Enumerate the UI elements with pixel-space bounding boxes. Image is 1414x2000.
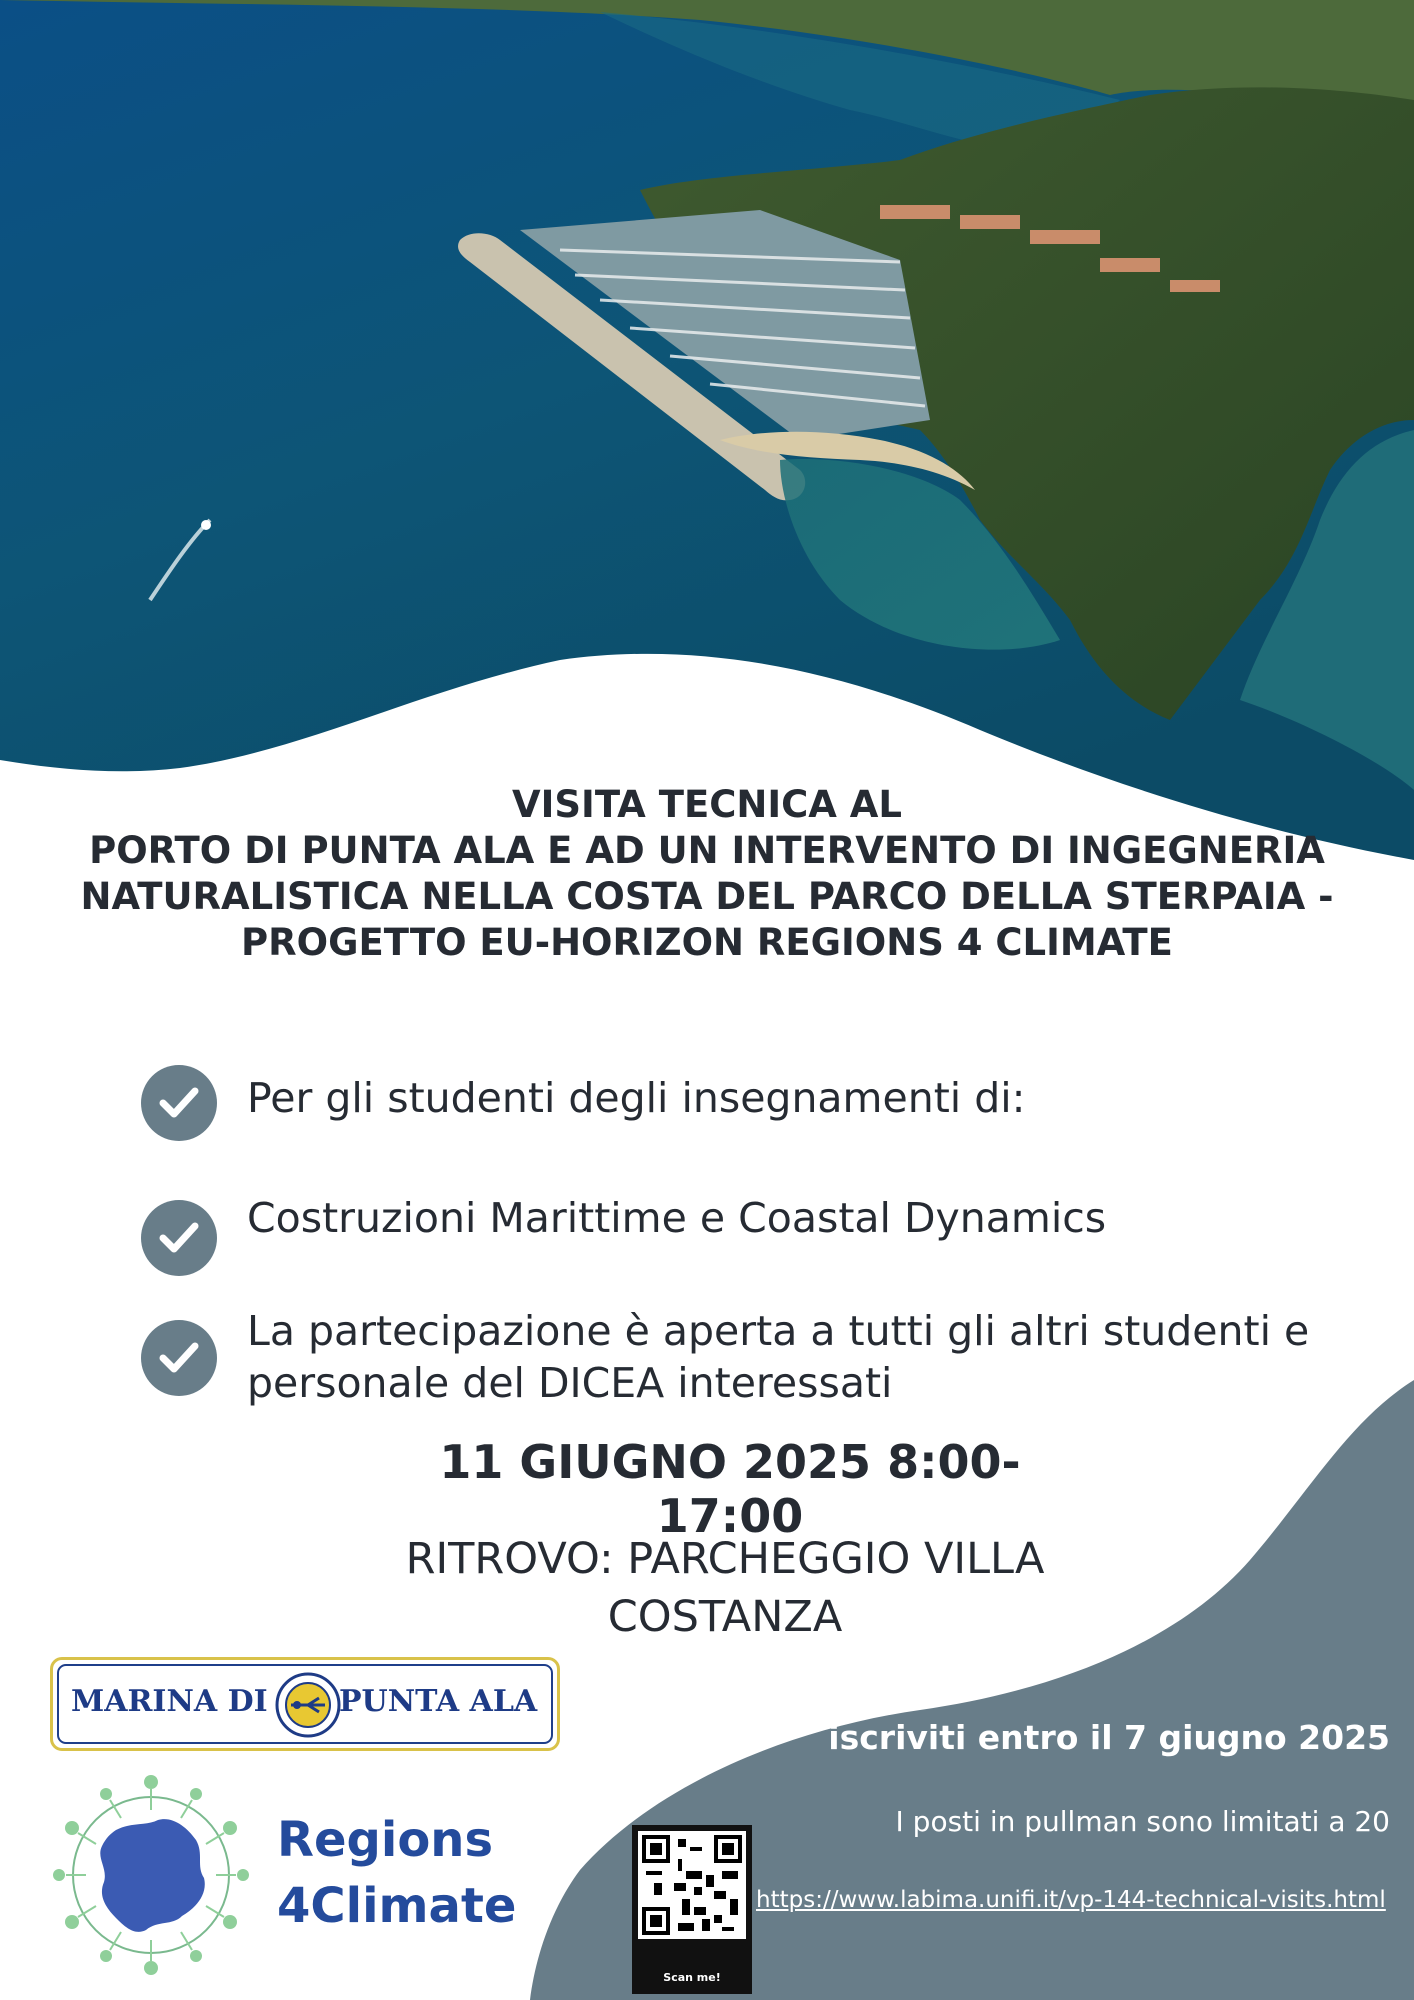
bullet-audience: Per gli studenti degli insegnamenti di: <box>247 1074 1026 1122</box>
marina-emblem-icon <box>275 1672 341 1738</box>
meeting-line-2: COSTANZA <box>607 1592 843 1642</box>
bullet-participation <box>247 1305 1387 1409</box>
bullet-participation-line-1: La partecipazione è aperta a tutti gli altri studenti e <box>247 1307 1310 1355</box>
event-title <box>0 782 1414 966</box>
hero-coastal-photo <box>0 0 1414 860</box>
registration-deadline: iscriviti entro il 7 giugno 2025 <box>828 1718 1390 1757</box>
seats-limit: I posti in pullman sono limitati a 20 <box>895 1805 1390 1838</box>
regions4climate-line-2: 4Climate <box>277 1878 517 1934</box>
regions4climate-europe-icon <box>46 1770 256 1980</box>
title-line-3: NATURALISTICA NELLA COSTA DEL PARCO DELLA STERPAIA - <box>80 875 1334 918</box>
meeting-point <box>330 1530 1120 1646</box>
registration-link[interactable]: https://www.labima.unifi.it/vp-144-technical-visits.html <box>756 1887 1386 1913</box>
bullet-participation-line-2: personale del DICEA interessati <box>247 1359 893 1407</box>
qr-scan-label: Scan me! <box>663 1971 721 1984</box>
bullet-courses: Costruzioni Marittime e Coastal Dynamics <box>247 1194 1107 1242</box>
title-line-1: VISITA TECNICA AL <box>512 783 902 826</box>
event-date-time: 11 GIUGNO 2025 8:00-17:00 <box>439 1435 1021 1543</box>
meeting-line-1: RITROVO: PARCHEGGIO VILLA <box>405 1534 1045 1584</box>
check-icon <box>141 1065 217 1141</box>
title-line-2: PORTO DI PUNTA ALA E AD UN INTERVENTO DI INGEGNERIA <box>89 829 1325 872</box>
marina-logo-left-text: MARINA DI <box>71 1684 268 1719</box>
check-icon <box>141 1320 217 1396</box>
check-icon <box>141 1200 217 1276</box>
marina-punta-ala-logo <box>50 1657 560 1751</box>
qr-code-pattern <box>638 1831 746 1939</box>
qr-code[interactable] <box>632 1825 752 1994</box>
marina-logo-right-text: PUNTA ALA <box>339 1684 538 1719</box>
title-line-4: PROGETTO EU-HORIZON REGIONS 4 CLIMATE <box>241 921 1173 964</box>
regions4climate-line-1: Regions <box>277 1812 494 1868</box>
